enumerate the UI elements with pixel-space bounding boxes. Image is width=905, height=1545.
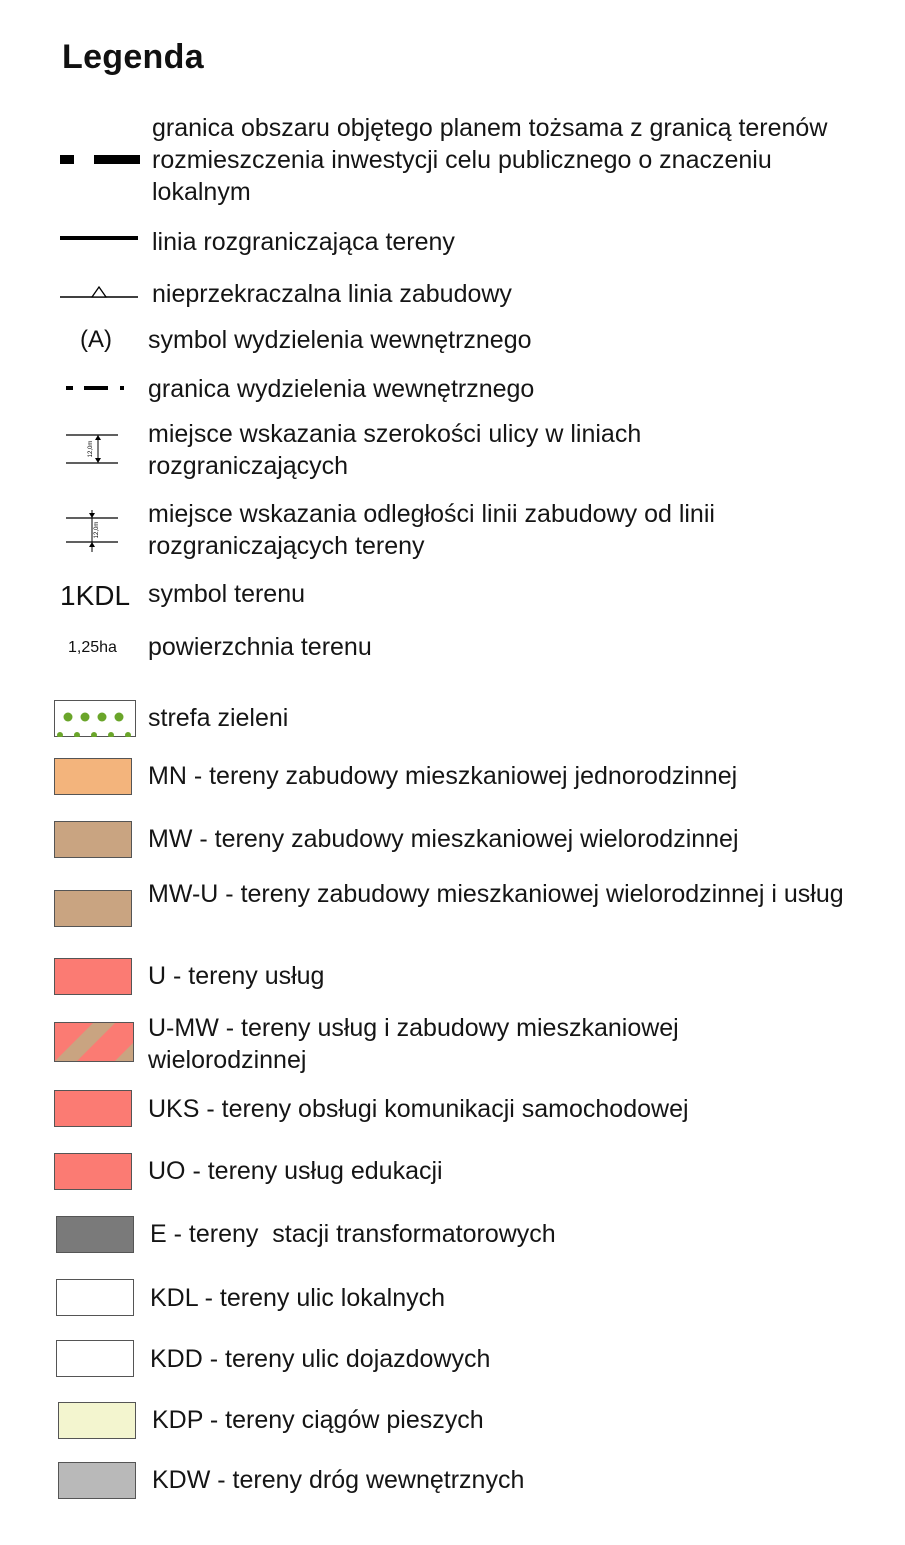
legend-label-area-symbol: symbol terenu	[148, 580, 306, 608]
setback-distance-marker-icon	[62, 508, 122, 554]
legend-label-mn: MN - tereny zabudowy mieszkaniowej jednorodzinnej	[148, 762, 738, 790]
legend-label-kdd: KDD - tereny ulic dojazdowych	[150, 1345, 491, 1373]
building-line-triangle-icon	[58, 282, 140, 302]
legend-label-internal-division-boundary: granica wydzielenia wewnętrznego	[148, 375, 535, 403]
area-symbol-example: 1KDL	[60, 580, 131, 611]
legend-label-plan-boundary: granica obszaru objętego planem tożsama z granicą terenów rozmieszczenia inwestycji celu publicznego o znaczeniu lokalnym	[152, 114, 828, 206]
legend-label-uks: UKS - tereny obsługi komunikacji samochodowej	[148, 1095, 689, 1123]
legend-label-mw: MW - tereny zabudowy mieszkaniowej wielorodzinnej	[148, 825, 739, 853]
swatch-kdl	[56, 1279, 134, 1316]
swatch-kdw	[58, 1462, 136, 1499]
swatch-u-mw	[54, 1022, 134, 1062]
swatch-e	[56, 1216, 134, 1253]
legend-label-kdw: KDW - tereny dróg wewnętrznych	[152, 1466, 525, 1494]
plan-boundary-line-icon	[58, 150, 140, 170]
legend-label-kdl: KDL - tereny ulic lokalnych	[150, 1284, 446, 1312]
swatch-u	[54, 958, 132, 995]
internal-division-boundary-icon	[58, 382, 140, 394]
street-width-marker-icon	[62, 432, 122, 466]
legend-label-u: U - tereny usług	[148, 962, 325, 990]
legend-label-e: E - tereny stacji transformatorowych	[150, 1220, 556, 1248]
area-size-example: 1,25ha	[68, 639, 117, 656]
legend-label-green-zone: strefa zieleni	[148, 704, 289, 732]
legend-label-u-mw: U-MW - tereny usług i zabudowy mieszkaniowej wielorodzinnej	[148, 1014, 679, 1074]
setback-distance-value: 12,0m	[94, 521, 100, 539]
legend-label-building-line: nieprzekraczalna linia zabudowy	[152, 280, 512, 308]
swatch-kdp	[58, 1402, 136, 1439]
swatch-mw	[54, 821, 132, 858]
legend-label-area-size: powierzchnia terenu	[148, 633, 372, 661]
swatch-uo	[54, 1153, 132, 1190]
swatch-green-zone	[54, 700, 136, 737]
legend-label-internal-division-symbol: symbol wydzielenia wewnętrznego	[148, 326, 532, 354]
swatch-mn	[54, 758, 132, 795]
legend-label-street-width: miejsce wskazania szerokości ulicy w liniach rozgraniczających	[148, 420, 642, 480]
legend-label-setback-distance: miejsce wskazania odległości linii zabudowy od linii rozgraniczających tereny	[148, 500, 715, 560]
legend-label-kdp: KDP - tereny ciągów pieszych	[152, 1406, 484, 1434]
legend-label-uo: UO - tereny usług edukacji	[148, 1157, 443, 1185]
swatch-mw-u	[54, 890, 132, 927]
street-width-value: 12,0m	[88, 440, 94, 458]
demarcation-line-icon	[58, 232, 140, 244]
legend-label-mw-u: MW-U - tereny zabudowy mieszkaniowej wielorodzinnej i usług	[148, 880, 844, 908]
legend-title: Legenda	[62, 38, 204, 76]
legend-label-demarcation-line: linia rozgraniczająca tereny	[152, 228, 455, 256]
swatch-uks	[54, 1090, 132, 1127]
swatch-kdd	[56, 1340, 134, 1377]
internal-division-symbol: (A)	[80, 326, 112, 353]
